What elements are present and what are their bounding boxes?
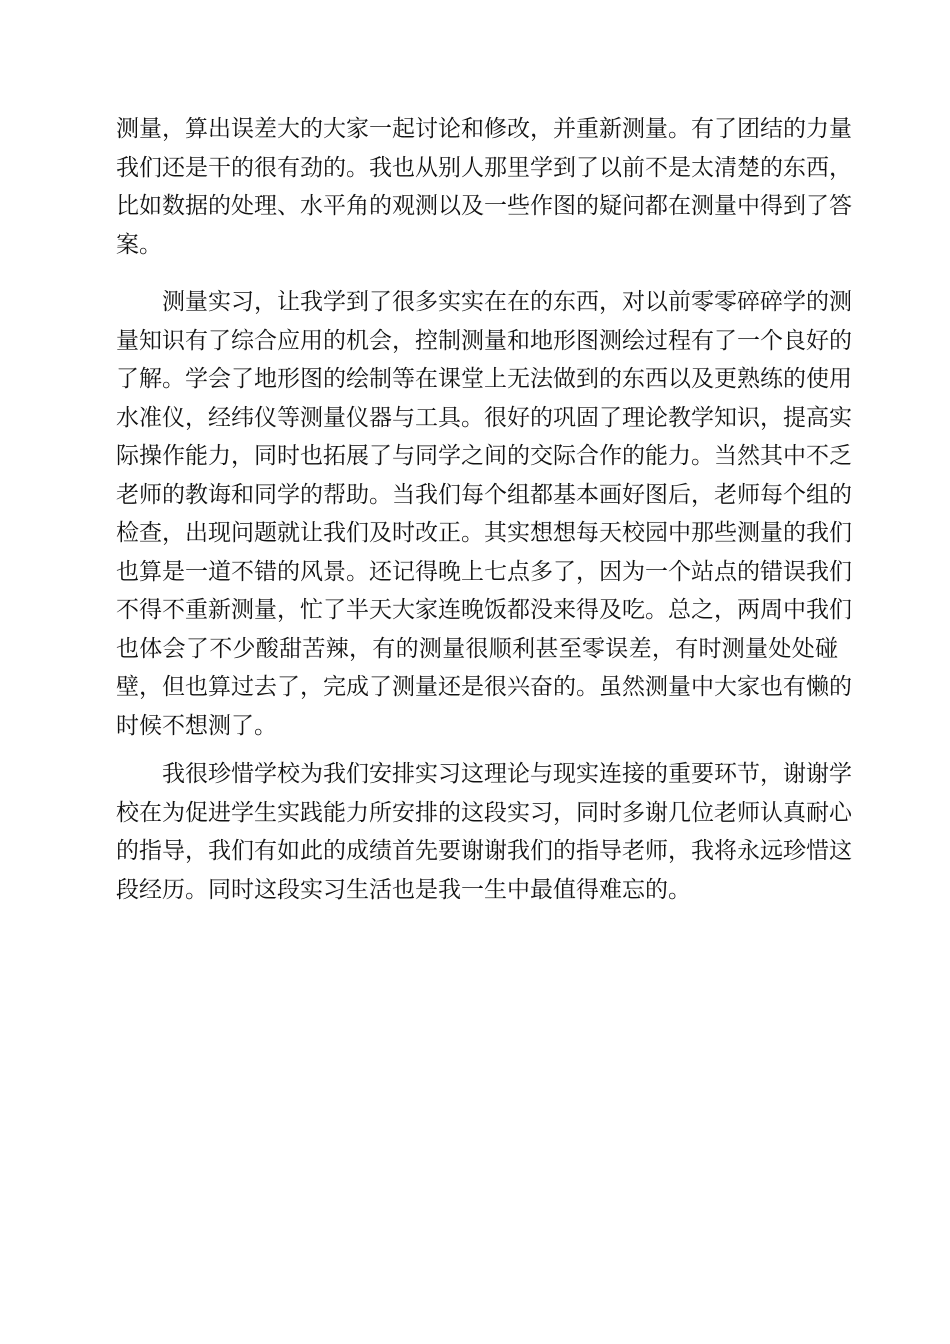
paragraph-line: 壁，但也算过去了，完成了测量还是很兴奋的。虽然测量中大家也有懒的 bbox=[116, 674, 852, 700]
paragraph-line: 的指导，我们有如此的成绩首先要谢谢我们的指导老师，我将永远珍惜这 bbox=[116, 838, 852, 864]
paragraph-line: 比如数据的处理、水平角的观测以及一些作图的疑问都在测量中得到了答 bbox=[116, 193, 852, 219]
paragraph-line: 老师的教诲和同学的帮助。当我们每个组都基本画好图后，老师每个组的 bbox=[116, 481, 852, 508]
paragraph-line: 检查，出现问题就让我们及时改正。其实想想每天校园中那些测量的我们 bbox=[116, 520, 852, 546]
paragraph-line: 段经历。同时这段实习生活也是我一生中最值得难忘的。 bbox=[116, 876, 691, 903]
paragraph-line: 际操作能力，同时也拓展了与同学之间的交际合作的能力。当然其中不乏 bbox=[116, 443, 852, 469]
paragraph-3 bbox=[116, 755, 852, 909]
paragraph-line: 水准仪，经纬仪等测量仪器与工具。很好的巩固了理论教学知识，提高实 bbox=[116, 404, 852, 431]
paragraph-line: 了解。学会了地形图的绘制等在课堂上无法做到的东西以及更熟练的使用 bbox=[116, 366, 852, 392]
paragraph-line: 测量实习，让我学到了很多实实在在的东西，对以前零零碎碎学的测 bbox=[162, 289, 852, 315]
paragraph-line: 不得不重新测量，忙了半天大家连晚饭都没来得及吃。总之，两周中我们 bbox=[116, 597, 852, 623]
paragraph-line: 量知识有了综合应用的机会，控制测量和地形图测绘过程有了一个良好的 bbox=[116, 327, 852, 354]
paragraph-line: 我们还是干的很有劲的。我也从别人那里学到了以前不是太清楚的东西， bbox=[116, 154, 852, 181]
paragraph-line: 校在为促进学生实践能力所安排的这段实习，同时多谢几位老师认真耐心 bbox=[116, 799, 852, 826]
paragraph-line: 时候不想测了。 bbox=[116, 712, 277, 739]
paragraph-line: 测量，算出误差大的大家一起讨论和修改，并重新测量。有了团结的力量 bbox=[116, 116, 852, 142]
paragraph-line: 也算是一道不错的风景。还记得晚上七点多了，因为一个站点的错误我们 bbox=[116, 558, 852, 585]
paragraph-line: 也体会了不少酸甜苦辣，有的测量很顺利甚至零误差，有时测量处处碰 bbox=[116, 635, 838, 662]
paragraph-2 bbox=[116, 283, 852, 745]
paragraph-line: 我很珍惜学校为我们安排实习这理论与现实连接的重要环节，谢谢学 bbox=[162, 761, 852, 787]
paragraph-line: 案。 bbox=[116, 231, 162, 258]
paragraph-1 bbox=[116, 110, 852, 264]
